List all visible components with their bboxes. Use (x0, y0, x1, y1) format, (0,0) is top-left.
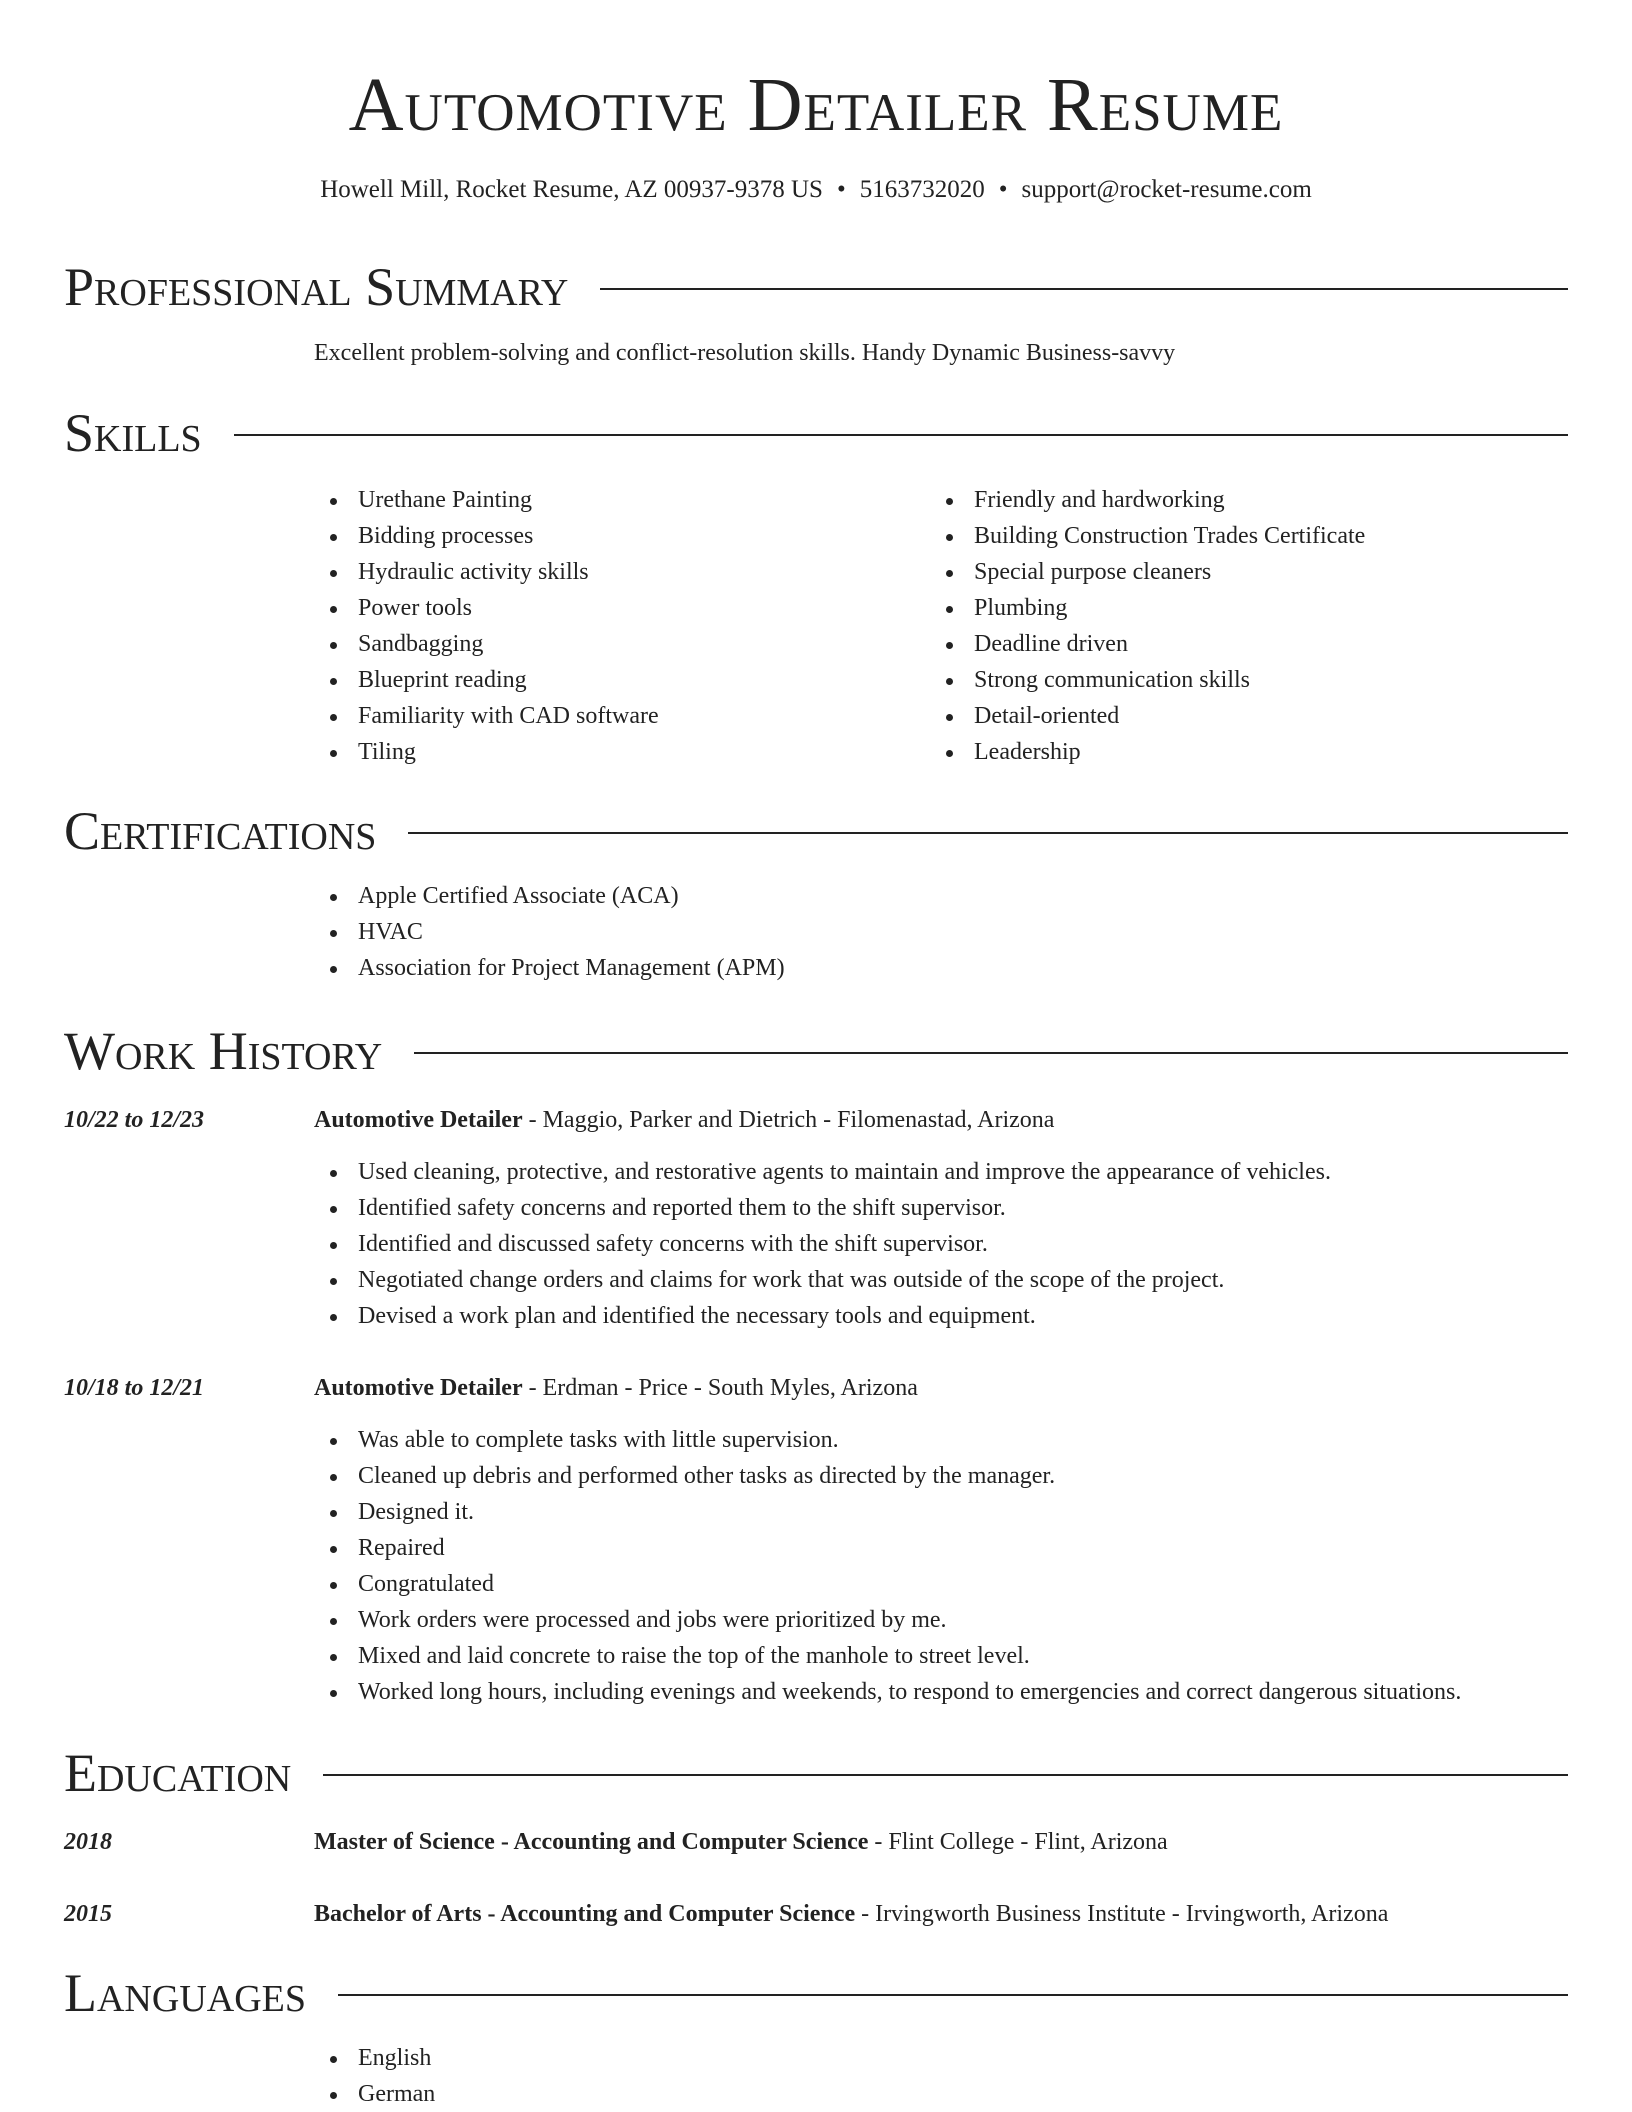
job-bullet: Used cleaning, protective, and restorative agents to maintain and improve the appearance of vehicles. (314, 1154, 1568, 1190)
summary-heading (64, 252, 1568, 322)
skill-item: Familiarity with CAD software (314, 698, 930, 734)
job-bullet: Identified and discussed safety concerns with the shift supervisor. (314, 1226, 1568, 1262)
section-divider (414, 1052, 1568, 1054)
education-heading (64, 1738, 1568, 1808)
skills-heading (64, 398, 1568, 468)
languages-section (64, 1958, 1568, 2107)
skills-list-left (314, 482, 930, 770)
language-item: English (314, 2040, 1568, 2076)
section-divider (338, 1994, 1568, 1996)
section-title: Education (64, 1743, 292, 1803)
skill-item: Hydraulic activity skills (314, 554, 930, 590)
skill-item: Bidding processes (314, 518, 930, 554)
section-title: Skills (64, 403, 202, 463)
certification-item: Association for Project Management (APM) (314, 950, 1568, 986)
languages-heading (64, 1958, 1568, 2028)
skill-item: Special purpose cleaners (930, 554, 1546, 590)
certification-item: Apple Certified Associate (ACA) (314, 878, 1568, 914)
education-year: 2018 (64, 1829, 112, 1855)
skill-item: Power tools (314, 590, 930, 626)
job-dates: 10/22 to 12/23 (64, 1107, 205, 1133)
skill-item: Blueprint reading (314, 662, 930, 698)
contact-line (0, 172, 1632, 208)
section-title: Certifications (64, 801, 377, 861)
education-year: 2015 (64, 1901, 112, 1927)
job-bullet: Negotiated change orders and claims for work that was outside of the scope of the project. (314, 1262, 1568, 1298)
summary-text: Excellent problem-solving and conflict-resolution skills. Handy Dynamic Business-savvy (314, 340, 1176, 366)
skill-item: Friendly and hardworking (930, 482, 1546, 518)
job-employer: - Erdman - Price - South Myles, Arizona (522, 1375, 918, 1401)
skill-item: Deadline driven (930, 626, 1546, 662)
job-bullet: Worked long hours, including evenings and weekends, to respond to emergencies and correct dangerous situations. (314, 1674, 1568, 1710)
contact-separator: • (836, 176, 846, 203)
education-school: - Flint College - Flint, Arizona (868, 1829, 1168, 1855)
skill-item: Tiling (314, 734, 930, 770)
job-role: Automotive Detailer (314, 1107, 523, 1133)
education-line (314, 1896, 1388, 1932)
job-bullet: Mixed and laid concrete to raise the top of the manhole to street level. (314, 1638, 1568, 1674)
contact-separator: • (998, 176, 1008, 203)
job-bullet: Work orders were processed and jobs were prioritized by me. (314, 1602, 1568, 1638)
skills-section (64, 398, 1568, 765)
section-title: Work History (64, 1021, 383, 1081)
education-school: - Irvingworth Business Institute - Irvingworth, Arizona (855, 1901, 1389, 1927)
skill-item: Building Construction Trades Certificate (930, 518, 1546, 554)
contact-phone: 5163732020 (859, 176, 985, 203)
job-title-line (314, 1102, 1054, 1138)
certifications-section (64, 796, 1568, 981)
job-role: Automotive Detailer (314, 1375, 523, 1401)
section-divider (323, 1774, 1568, 1776)
skill-item: Detail-oriented (930, 698, 1546, 734)
job-bullet: Cleaned up debris and performed other tasks as directed by the manager. (314, 1458, 1568, 1494)
section-divider (234, 434, 1568, 436)
certifications-list (314, 878, 1568, 986)
section-title: Professional Summary (64, 257, 569, 317)
work-history-heading (64, 1016, 1568, 1086)
summary-section (64, 252, 1568, 366)
skills-grid (314, 482, 1568, 770)
skill-item: Sandbagging (314, 626, 930, 662)
contact-email: support@rocket-resume.com (1021, 176, 1312, 203)
job-dates: 10/18 to 12/21 (64, 1375, 205, 1401)
job-title-line (314, 1370, 918, 1406)
job-bullets (314, 1422, 1568, 1710)
job-bullet: Congratulated (314, 1566, 1568, 1602)
education-degree: Bachelor of Arts - Accounting and Computer Science (314, 1901, 856, 1927)
job-bullet: Identified safety concerns and reported them to the shift supervisor. (314, 1190, 1568, 1226)
job-bullets (314, 1154, 1568, 1334)
job-bullet: Devised a work plan and identified the necessary tools and equipment. (314, 1298, 1568, 1334)
job-employer: - Maggio, Parker and Dietrich - Filomenastad, Arizona (522, 1107, 1055, 1133)
job-bullet: Repaired (314, 1530, 1568, 1566)
section-divider (600, 288, 1568, 290)
job-bullet: Designed it. (314, 1494, 1568, 1530)
resume-title: Automotive Detailer Resume (348, 63, 1284, 147)
language-item: German (314, 2076, 1568, 2112)
section-title: Languages (64, 1963, 306, 2023)
education-section (64, 1738, 1568, 1927)
skills-list-right (930, 482, 1546, 770)
job-bullet: Was able to complete tasks with little supervision. (314, 1422, 1568, 1458)
skill-item: Plumbing (930, 590, 1546, 626)
skill-item: Urethane Painting (314, 482, 930, 518)
certifications-heading (64, 796, 1568, 866)
work-history-section (64, 1016, 1568, 1705)
skill-item: Strong communication skills (930, 662, 1546, 698)
skill-item: Leadership (930, 734, 1546, 770)
contact-address: Howell Mill, Rocket Resume, AZ 00937-9378 US (320, 176, 823, 203)
education-degree: Master of Science - Accounting and Computer Science (314, 1829, 869, 1855)
section-divider (408, 832, 1568, 834)
certification-item: HVAC (314, 914, 1568, 950)
languages-list (314, 2040, 1568, 2112)
education-line (314, 1824, 1168, 1860)
